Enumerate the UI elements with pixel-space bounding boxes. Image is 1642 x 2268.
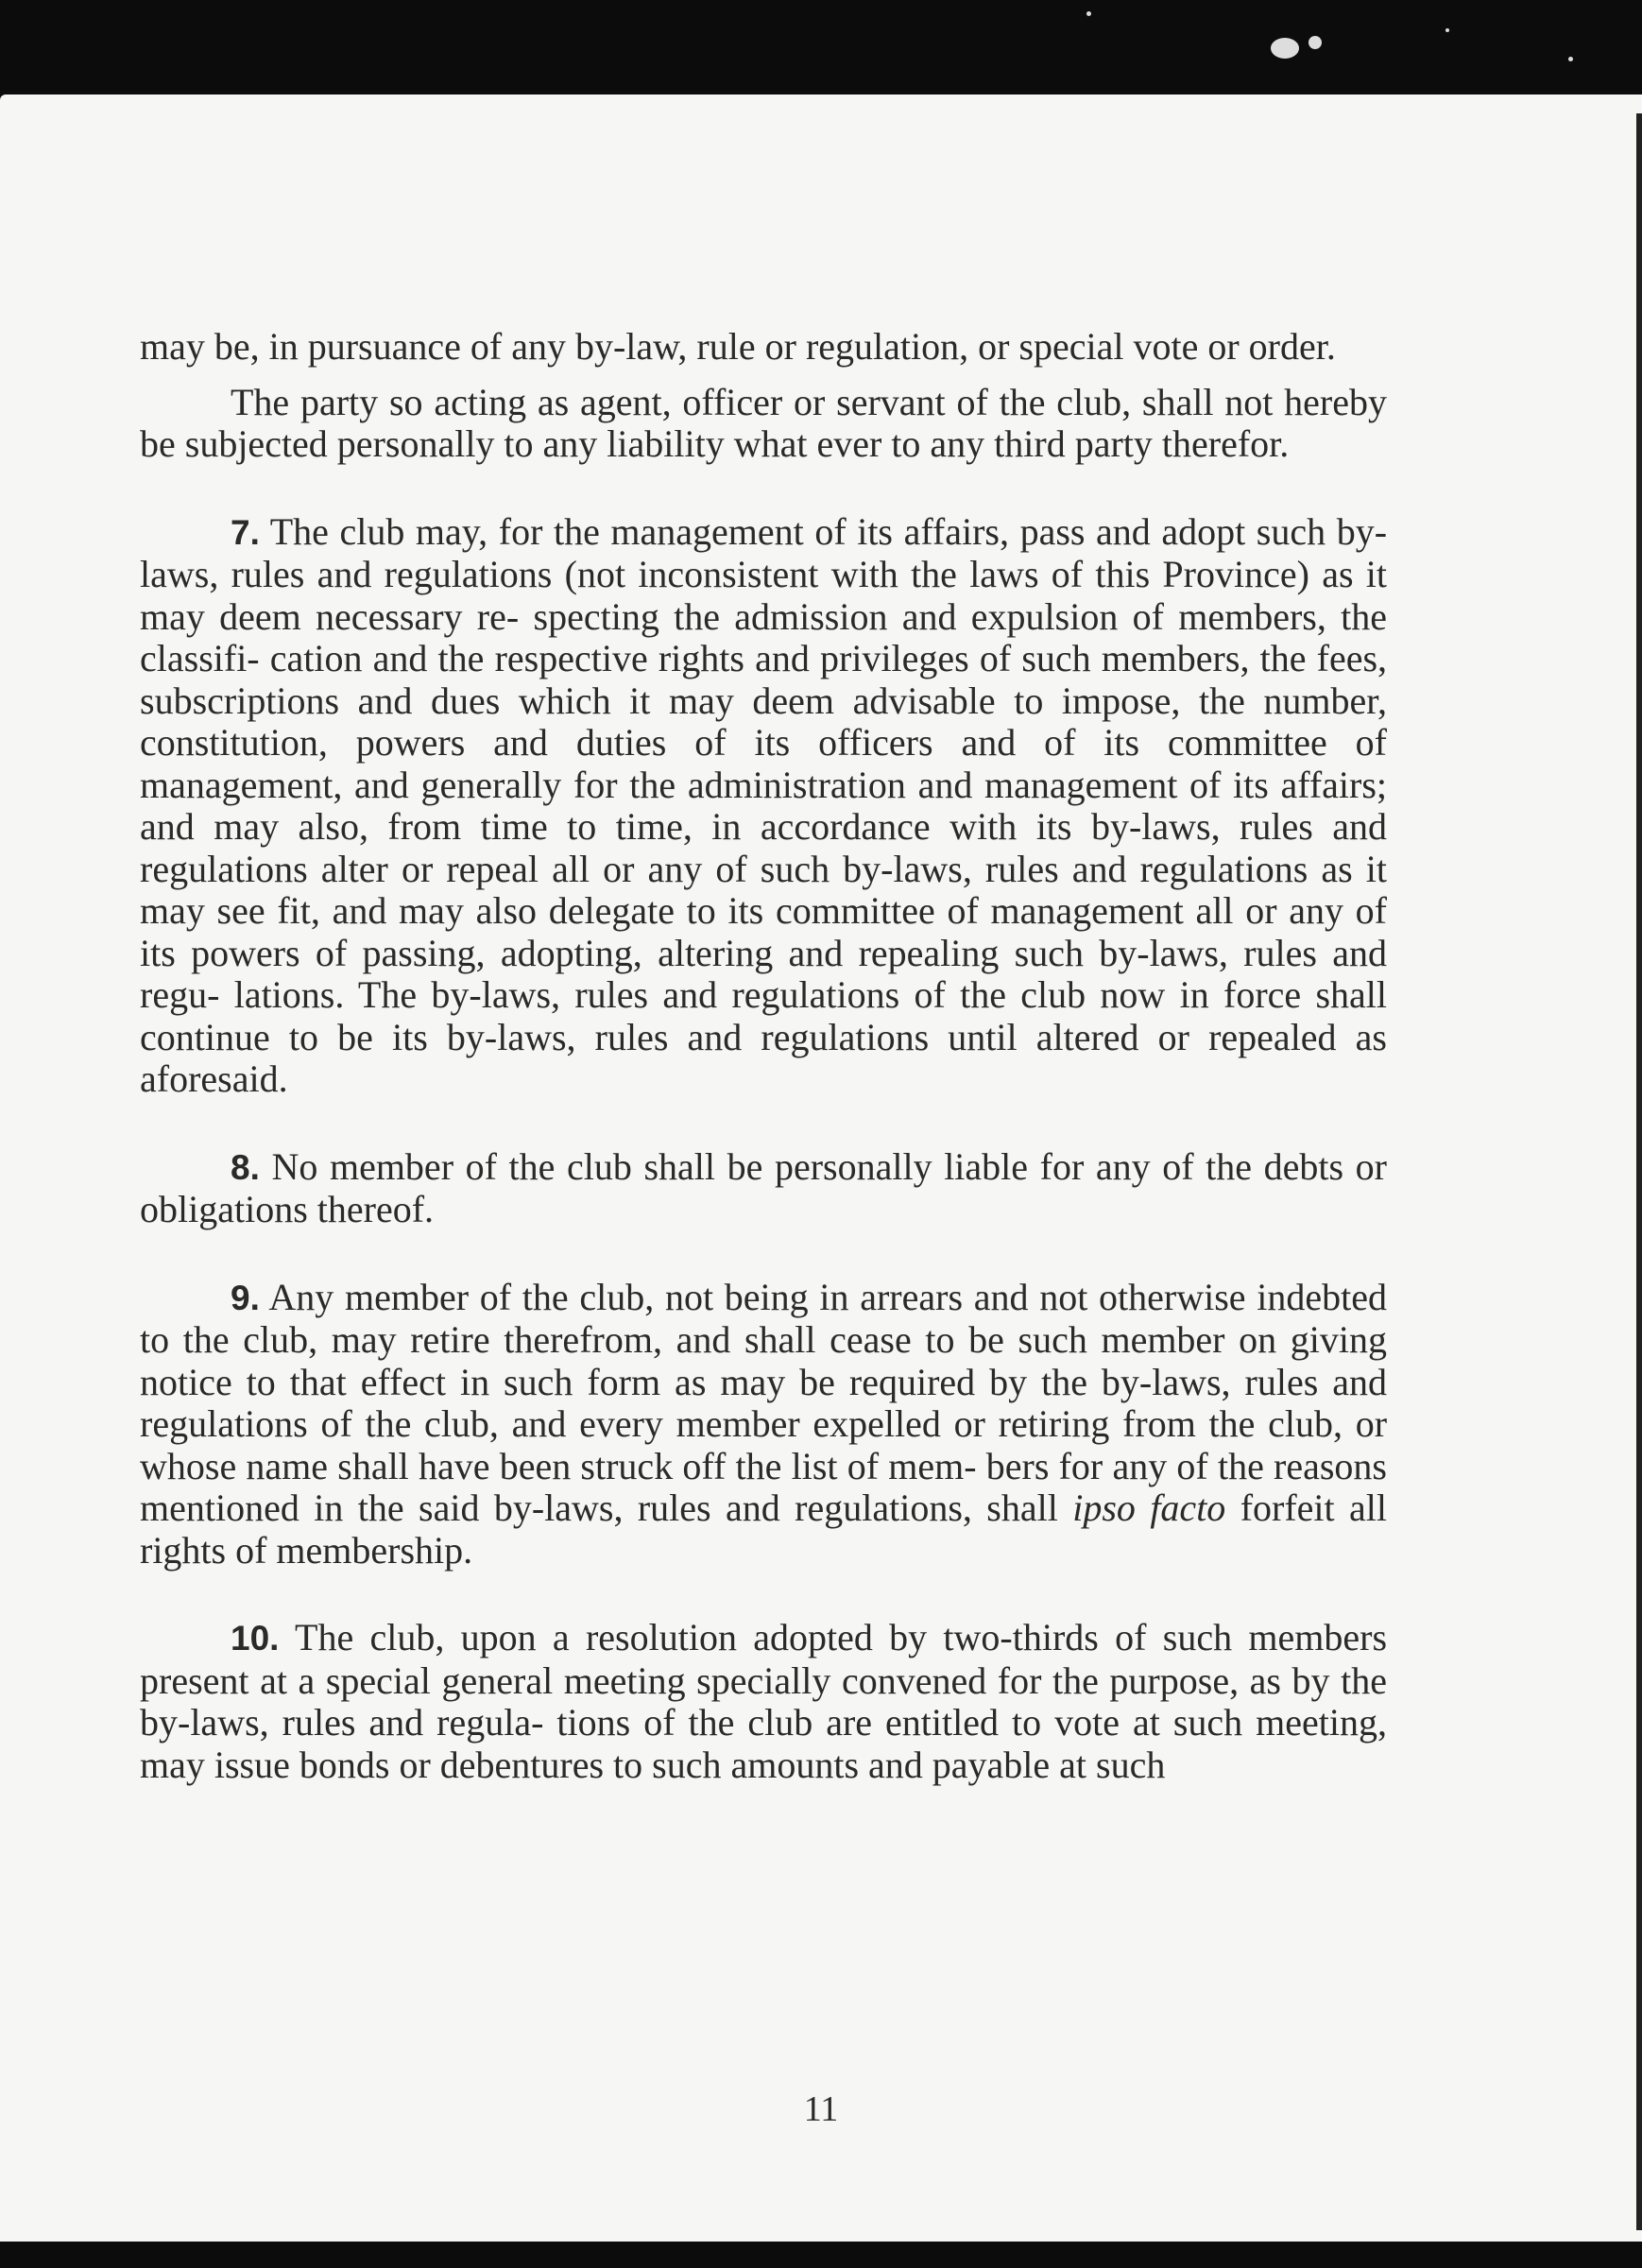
section-number: 9. (231, 1278, 260, 1317)
section-7 (140, 511, 1387, 1101)
text-line: to impose, the number, constitution, powers and duties of its (140, 679, 1387, 764)
text-line: adopting, altering and repealing such by-laws, rules and regu- (140, 931, 1388, 1016)
scan-bottom-border (0, 2242, 1642, 2268)
section-number: 8. (231, 1147, 260, 1187)
text-line: the fees, subscriptions and dues which it may deem advisable (140, 637, 1388, 722)
scan-top-border (0, 0, 1642, 104)
paragraph-continuation (140, 326, 1387, 369)
scan-speck (1271, 38, 1299, 59)
text-line: tions of the club are entitled to vote at such meeting, may issue (140, 1701, 1388, 1786)
text-line: of the debts or obligations thereof. (140, 1144, 1387, 1230)
text-line: ever to any third party therefor. (816, 422, 1290, 465)
text-line: of the club, and every member expelled or retiring from the (320, 1402, 1256, 1445)
text-line: committee of management all or any of its powers of passing, (140, 889, 1387, 974)
text-line: special vote or order. (1018, 325, 1336, 368)
text-line: convened for the purpose, as by the by-laws, rules and regula- (140, 1658, 1387, 1744)
section-number: 10. (231, 1619, 280, 1658)
text-line: altered or repealed as aforesaid. (140, 1015, 1388, 1100)
section-number: 7. (231, 512, 260, 552)
text-line: force shall continue to be its by-laws, rules and regulations until (140, 973, 1388, 1058)
text-line: and regulations, shall (726, 1486, 1073, 1529)
text-line: Any member of the club, not being in arrears and not (268, 1275, 1088, 1318)
text-line: forfeit all rights of membership. (140, 1486, 1388, 1572)
text-line: cation and the respective rights and privileges of such members, (269, 637, 1250, 679)
scan-speck (1568, 57, 1573, 61)
text-line: bers for any of the reasons mentioned in the said by-laws, rules (140, 1444, 1387, 1529)
text-line: specting the admission and expulsion of members, the classifi- (140, 594, 1388, 679)
paragraph-agent-liability (140, 382, 1387, 466)
text-line: No member of the club shall be personally liable for any (271, 1144, 1151, 1188)
body-text (140, 326, 1387, 1786)
section-10 (140, 1617, 1387, 1786)
text-line: with the laws of this Province) as it may deem necessary re- (140, 553, 1388, 638)
section-9 (140, 1277, 1387, 1572)
text-line: bonds or debentures to such amounts and payable at such (299, 1743, 1166, 1786)
text-line: may be, in pursuance of any by-law, rule or regulation, or (140, 325, 1010, 368)
text-line: otherwise indebted to the club, may retire therefrom, and shall (140, 1275, 1387, 1361)
scan-speck (1445, 28, 1449, 32)
text-line: form as may be required by the by-laws, rules and regulations (140, 1360, 1387, 1445)
text-line: cease to be such member on giving notice to that effect in such (140, 1318, 1387, 1403)
text-line: club, or whose name shall have been struck off the list of mem- (140, 1402, 1388, 1487)
section-8 (140, 1146, 1387, 1231)
text-line: and adopt such by-laws, rules and regulations (not inconsistent (140, 509, 1388, 595)
text-line: officers and of its committee of management, and generally for (140, 721, 1387, 806)
scan-speck (1308, 36, 1322, 49)
italic-term: ipso facto (1072, 1486, 1226, 1529)
text-line: The club, upon a resolution adopted by two-thirds of (295, 1616, 1147, 1658)
text-line: and regulations alter or repeal all or any of such by-laws, rules (140, 805, 1388, 890)
text-line: lations. The by-laws, rules and regulations of the club now in (233, 973, 1209, 1016)
text-line: and regulations as it may see fit, and may also delegate to its (140, 847, 1387, 932)
text-line: shall not hereby be subjected personally to any liability what (140, 380, 1388, 465)
text-line: The club may, for the management of its affairs, pass (269, 509, 1086, 553)
text-line: The party so acting as agent, officer or servant of the club, (231, 380, 1132, 423)
text-line: the administration and management of its affairs; and may (140, 763, 1388, 848)
page-number: 11 (803, 2089, 839, 2129)
scan-speck (1086, 11, 1091, 16)
text-line: such members present at a special general meeting specially (140, 1616, 1388, 1702)
scan-right-border (1636, 113, 1642, 2230)
text-line: also, from time to time, in accordance with its by-laws, rules (298, 805, 1313, 848)
